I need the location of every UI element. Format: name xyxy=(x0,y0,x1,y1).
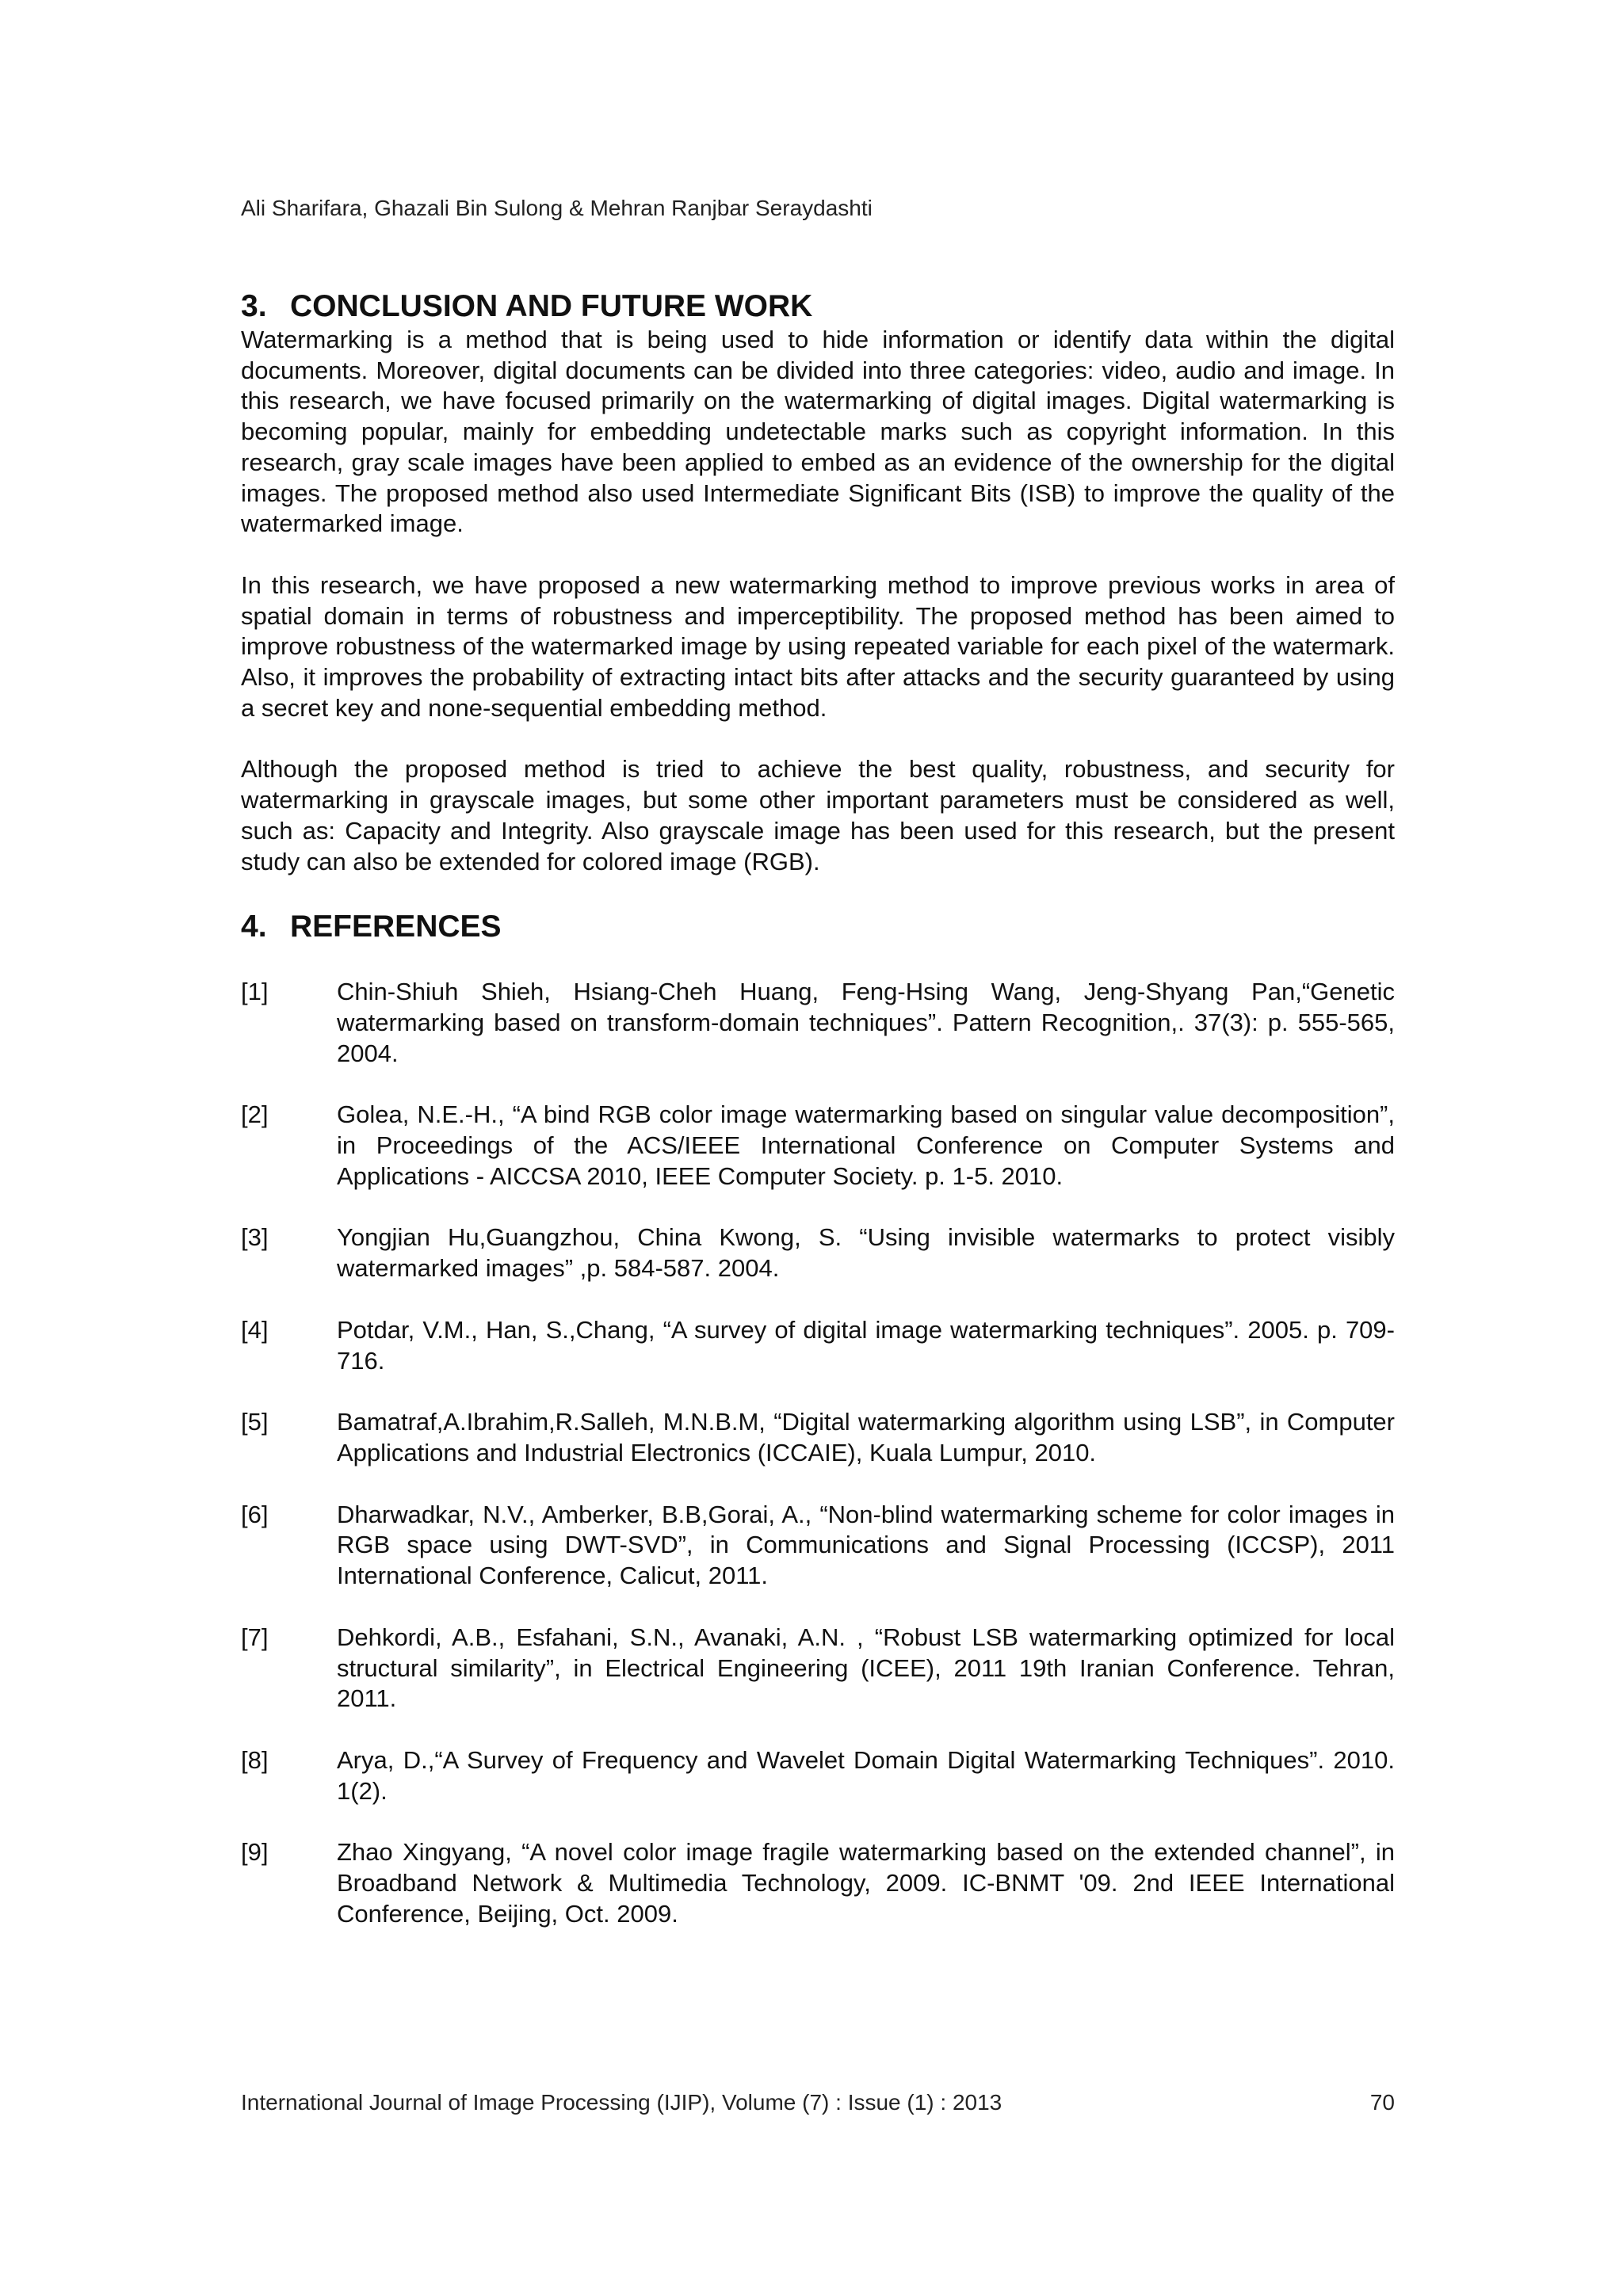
reference-text: Potdar, V.M., Han, S.,Chang, “A survey of digital image watermarking techniques”. 2005. p. 709- 716. xyxy=(337,1315,1395,1375)
reference-label: [3] xyxy=(241,1223,269,1252)
reference-label: [4] xyxy=(241,1315,269,1344)
reference-item xyxy=(241,1837,1395,1929)
conclusion-heading xyxy=(241,288,1395,325)
reference-list xyxy=(241,977,1395,1929)
conclusion-paragraph-3: Although the proposed method is tried to achieve the best quality, robustness, and security for watermarking in grayscale images, but some other important parameters must be considered as well, such as: Capacity and Integrity. Also grayscale image has been used for this research, but the present study can also be extended for colored image (RGB). xyxy=(241,755,1395,875)
reference-label: [1] xyxy=(241,978,269,1006)
reference-text: Dharwadkar, N.V., Amberker, B.B,Gorai, A., “Non-blind watermarking scheme for color images in RGB space using DWT-SVD”, in Communications and Signal Processing (ICCSP), 2011 International Conference, Calicut, 2011. xyxy=(337,1500,1395,1590)
reference-item xyxy=(241,1222,1395,1283)
page-number: 70 xyxy=(1369,2090,1395,2115)
conclusion-paragraph-2: In this research, we have proposed a new watermarking method to improve previous works in area of spatial domain in terms of robustness and imperceptibility. The proposed method has been aimed to improve robustness of the watermarked image by using repeated variable for each pixel of the watermark. Also, it improves the probability of extracting intact bits after attacks and the security guaranteed by using a secret key and none-sequential embedding method. xyxy=(241,570,1395,722)
references-heading xyxy=(241,909,1395,945)
reference-text: Golea, N.E.-H., “A bind RGB color image watermarking based on singular value decomposition”, in Proceedings of the ACS/IEEE International Conference on Computer Systems and Applications - AICCSA 2010, IEEE Computer Society. p. 1-5. 2010. xyxy=(337,1100,1395,1190)
reference-text: Arya, D.,“A Survey of Frequency and Wavelet Domain Digital Watermarking Techniques”. 2010. 1(2). xyxy=(337,1745,1395,1805)
reference-text: Dehkordi, A.B., Esfahani, S.N., Avanaki, A.N. , “Robust LSB watermarking optimized for local structural similarity”, in Electrical Engineering (ICEE), 2011 19th Iranian Conference. Tehran, 2011. xyxy=(337,1623,1395,1713)
reference-label: [7] xyxy=(241,1623,269,1651)
conclusion-paragraph-1: Watermarking is a method that is being used to hide information or identify data within the digital documents. Moreover, digital documents can be divided into three categories: video, audio and image. In this research, we have focused primarily on the watermarking of digital images. Digital watermarking is becoming popular, mainly for embedding undetectable marks such as copyright information. In this research, gray scale images have been applied to embed as an evidence of the ownership for the digital images. The proposed method also used Intermediate Significant Bits (ISB) to improve the quality of the watermarked image. xyxy=(241,326,1395,538)
reference-label: [8] xyxy=(241,1745,269,1774)
reference-item xyxy=(241,977,1395,1069)
reference-label: [9] xyxy=(241,1838,269,1867)
section-number: 4. xyxy=(241,910,267,944)
reference-item xyxy=(241,1100,1395,1192)
reference-item xyxy=(241,1745,1395,1806)
reference-item xyxy=(241,1500,1395,1592)
section-title: CONCLUSION AND FUTURE WORK xyxy=(290,289,813,323)
reference-label: [2] xyxy=(241,1100,269,1129)
reference-label: [5] xyxy=(241,1408,269,1436)
journal-citation: International Journal of Image Processing (IJIP), Volume (7) : Issue (1) : 2013 xyxy=(241,2090,1002,2115)
reference-text: Zhao Xingyang, “A novel color image fragile watermarking based on the extended channel”, in Broadband Network & Multimedia Technology, 2009. IC-BNMT '09. 2nd IEEE International Conference, Beijing, Oct. 2009. xyxy=(337,1838,1395,1928)
section-number: 3. xyxy=(241,289,267,323)
section-title: REFERENCES xyxy=(290,910,502,944)
reference-label: [6] xyxy=(241,1500,269,1528)
page-footer xyxy=(241,2089,1395,2116)
reference-text: Yongjian Hu,Guangzhou, China Kwong, S. “Using invisible watermarks to protect visibly watermarked images” ,p. 584-587. 2004. xyxy=(337,1223,1395,1283)
running-header-authors: Ali Sharifara, Ghazali Bin Sulong & Mehran Ranjbar Seraydashti xyxy=(241,196,873,220)
reference-item xyxy=(241,1407,1395,1468)
reference-text: Chin-Shiuh Shieh, Hsiang-Cheh Huang, Feng-Hsing Wang, Jeng-Shyang Pan,“Genetic watermarking based on transform-domain techniques”. Pattern Recognition,. 37(3): p. 555-565, 2004. xyxy=(337,978,1395,1067)
reference-item xyxy=(241,1623,1395,1714)
page-content xyxy=(241,288,1395,1960)
reference-text: Bamatraf,A.Ibrahim,R.Salleh, M.N.B.M, “Digital watermarking algorithm using LSB”, in Computer Applications and Industrial Electronics (ICCAIE), Kuala Lumpur, 2010. xyxy=(337,1408,1395,1466)
reference-item xyxy=(241,1315,1395,1376)
